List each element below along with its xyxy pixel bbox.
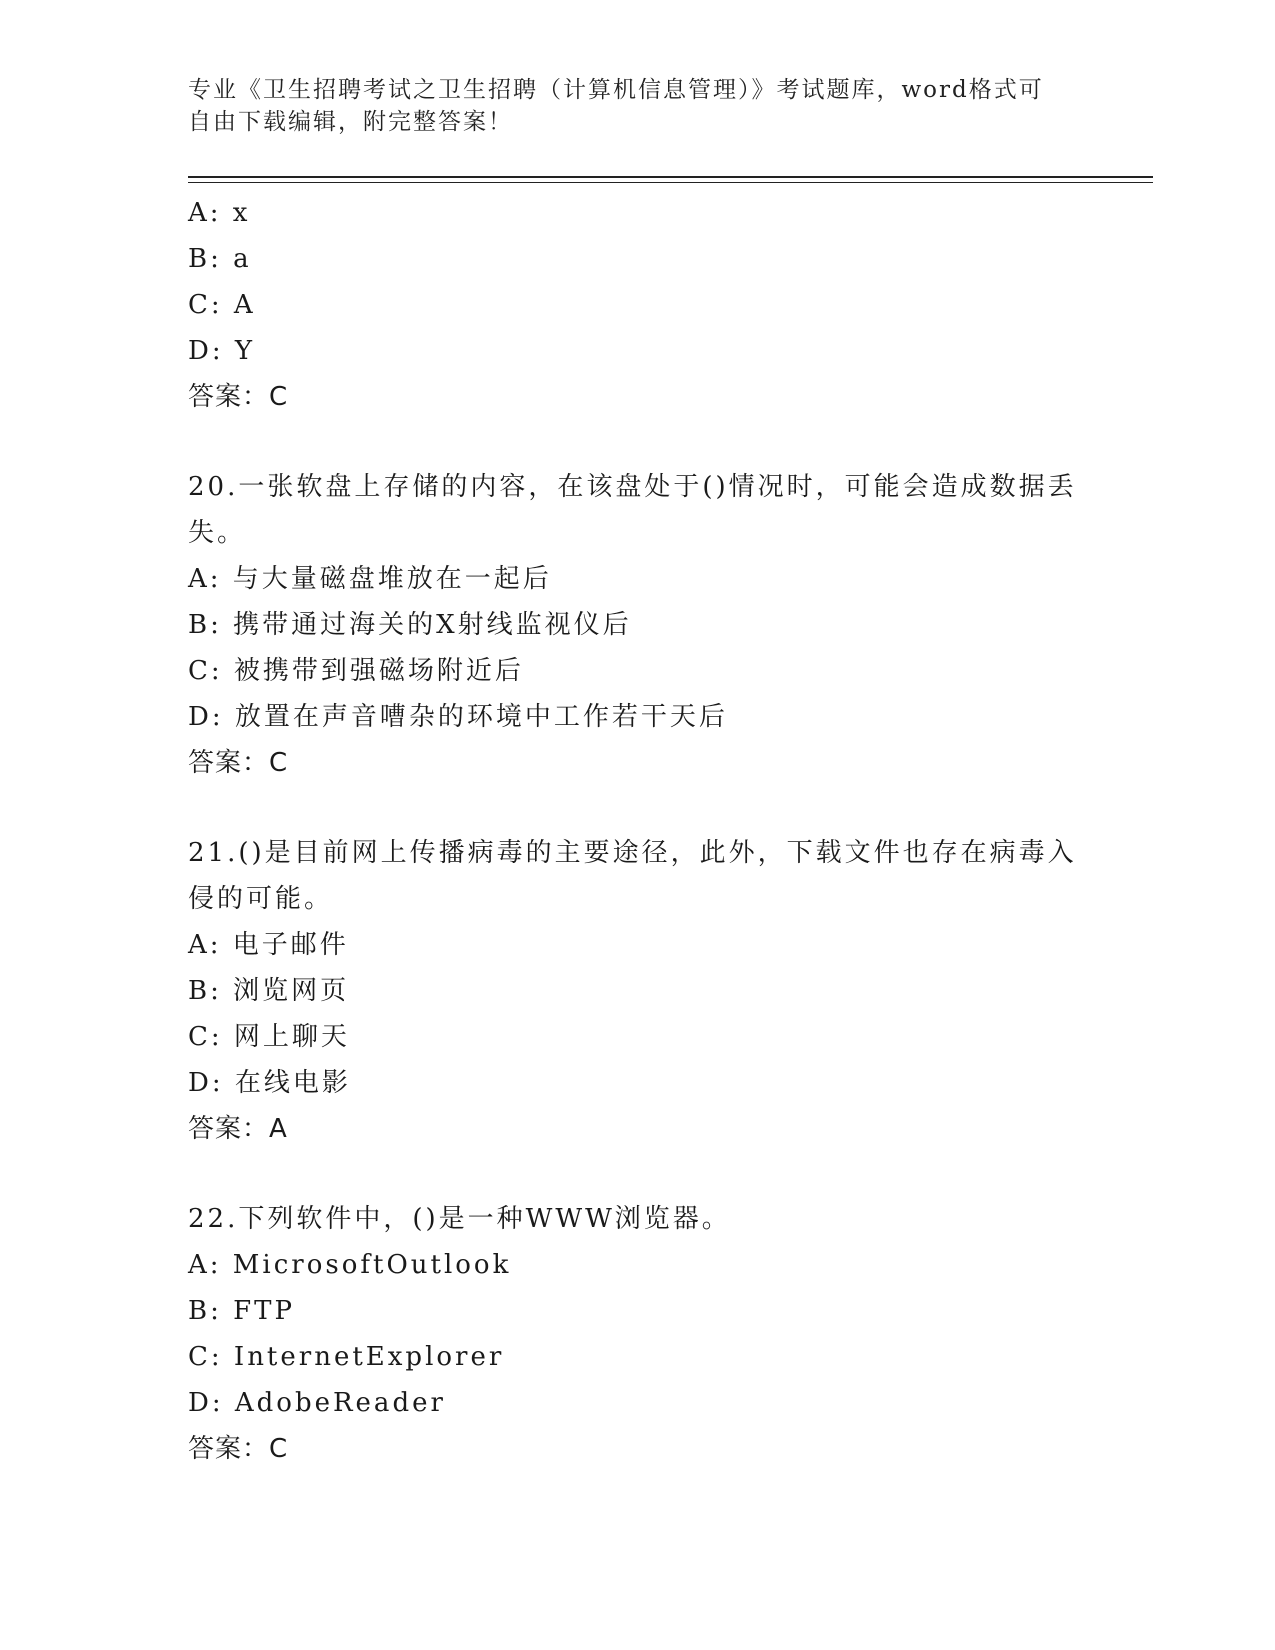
answer-line: 答案：C (188, 1434, 289, 1464)
answer-line: 答案：C (188, 748, 289, 778)
option-d: D: AdobeReader (188, 1388, 446, 1418)
header-divider-thin (188, 182, 1153, 183)
option-d: D: 放置在声音嘈杂的环境中工作若干天后 (188, 702, 728, 732)
spacer (188, 420, 1088, 464)
question-22 (188, 1196, 1088, 1472)
option-a: A: x (188, 198, 251, 228)
option-a: A: 与大量磁盘堆放在一起后 (188, 564, 552, 594)
answer-line: 答案：A (188, 1114, 288, 1144)
question-list (188, 190, 1088, 1472)
spacer (188, 786, 1088, 830)
option-c: C: InternetExplorer (188, 1342, 505, 1372)
option-b: B: a (188, 244, 252, 274)
option-b: B: 浏览网页 (188, 976, 350, 1006)
question-20 (188, 464, 1088, 786)
option-c: C: A (188, 290, 256, 320)
option-b: B: FTP (188, 1296, 296, 1326)
question-21 (188, 830, 1088, 1152)
spacer (188, 1152, 1088, 1196)
option-c: C: 被携带到强磁场附近后 (188, 656, 524, 686)
option-c: C: 网上聊天 (188, 1022, 350, 1052)
question-text: 20.一张软盘上存储的内容，在该盘处于()情况时，可能会造成数据丢失。 (188, 472, 1077, 548)
option-d: D: Y (188, 336, 256, 366)
question-text: 21.()是目前网上传播病毒的主要途径，此外，下载文件也存在病毒入侵的可能。 (188, 838, 1077, 914)
option-b: B: 携带通过海关的X射线监视仪后 (188, 610, 632, 640)
document-header: 专业《卫生招聘考试之卫生招聘（计算机信息管理）》考试题库，word格式可自由下载编辑，附完整答案！ (188, 77, 1044, 135)
option-a: A: 电子邮件 (188, 930, 349, 960)
question-19 (188, 190, 1088, 420)
header-divider-thick (188, 176, 1153, 178)
option-a: A: MicrosoftOutlook (188, 1250, 512, 1280)
option-d: D: 在线电影 (188, 1068, 351, 1098)
answer-line: 答案：C (188, 382, 289, 412)
question-text: 22.下列软件中，()是一种WWW浏览器。 (188, 1204, 731, 1234)
